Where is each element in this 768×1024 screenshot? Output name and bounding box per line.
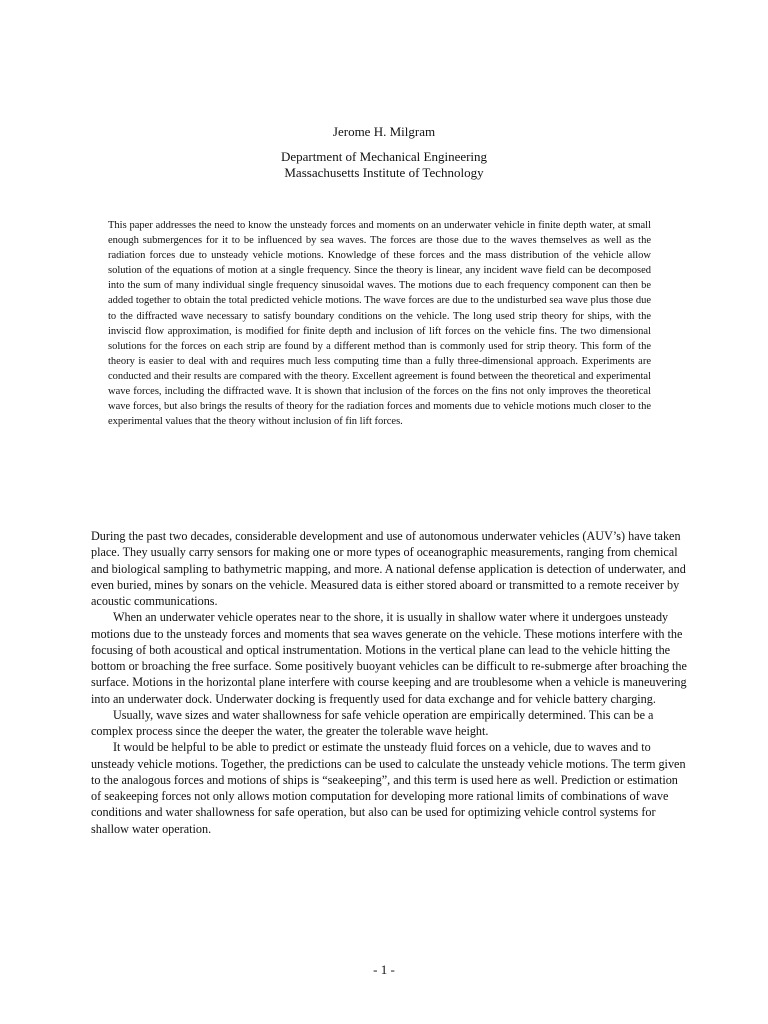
author-department: Department of Mechanical Engineering <box>280 149 488 164</box>
abstract-paragraph: This paper addresses the need to know the unsteady forces and moments on an underwater vehicle in finite depth water, at small enough submergences for it to be influenced by sea waves. The forces are those due to the waves themselves as well as the radiation forces due to unsteady vehicle motions. Knowledge of these forces and the mass distribution of the vehicle allow solution of the equations of motion at a single frequency. Since the theory is linear, any incident wave field can be decomposed into the sum of many individual single frequency sinusoidal waves. The motions due to each frequency component can then be added together to obtain the total predicted vehicle motions. The wave forces are due to the undisturbed sea wave plus those due to the diffracted wave necessary to satisfy boundary conditions on the vehicle. The long used strip theory for ships, with the inviscid flow approximation, is modified for finite depth and inclusion of lift forces on the vehicle fins. The two dimensional solutions for the forces on each strip are found by a different method than is commonly used for strip theory. This form of the theory is easier to deal with and requires much less computing time than a fully three-dimensional approach. Experiments are conducted and their results are compared with the theory. Excellent agreement is found between the theoretical and experimental wave forces, including the diffracted wave. It is shown that inclusion of the forces on the fins not only improves the theoretical wave forces, but also brings the results of theory for the radiation forces and moments due to vehicle motions much closer to the experimental values that the theory without inclusion of fin lift forces. <box>108 220 651 428</box>
page-number: - 1 - <box>373 962 395 977</box>
author-block <box>0 124 768 181</box>
body-paragraph: During the past two decades, considerable development and use of autonomous underwater vehicles (AUV’s) have taken place. They usually carry sensors for making one or more types of oceanographic measurements, ranging from chemical and biological sampling to bathymetric mapping, and more. A national defense application is detection of underwater, and even buried, mines by sonars on the vehicle. Measured data is either stored aboard or transmitted to a remote receiver by acoustic communications. <box>91 529 686 608</box>
body-paragraph: When an underwater vehicle operates near to the shore, it is usually in shallow water where it undergoes unsteady motions due to the unsteady forces and moments that sea waves generate on the vehicle. These motions interfere with the focusing of both acoustical and optical instrumentation. Motions in the vertical plane can lead to the vehicle hitting the bottom or broaching the free surface. Some positively buoyant vehicles can be difficult to re-submerge after broaching the surface. Motions in the horizontal plane interfere with course keeping and are troublesome when a vehicle is maneuvering into an underwater dock. Underwater docking is frequently used for data exchange and for vehicle battery charging. <box>91 610 687 706</box>
body-paragraph: Usually, wave sizes and water shallowness for safe vehicle operation are empirically determined. This can be a complex process since the deeper the water, the greater the tolerable wave height. <box>91 707 654 738</box>
author-institution: Massachusetts Institute of Technology <box>284 165 484 180</box>
body-text <box>91 528 689 837</box>
body-paragraph: It would be helpful to be able to predict or estimate the unsteady fluid forces on a vehicle, due to waves and to unsteady vehicle motions. Together, the predictions can be used to calculate the unsteady vehicle motions. The term given to the analogous forces and motions of ships is “seakeeping”, and this term is used here as well. Prediction or estimation of seakeeping forces not only allows motion computation for developing more rational limits of combinations of wave conditions and water shallowness for safe operation, but also can be used for optimizing vehicle control systems for shallow water operation. <box>91 740 686 836</box>
author-name: Jerome H. Milgram <box>332 124 436 139</box>
